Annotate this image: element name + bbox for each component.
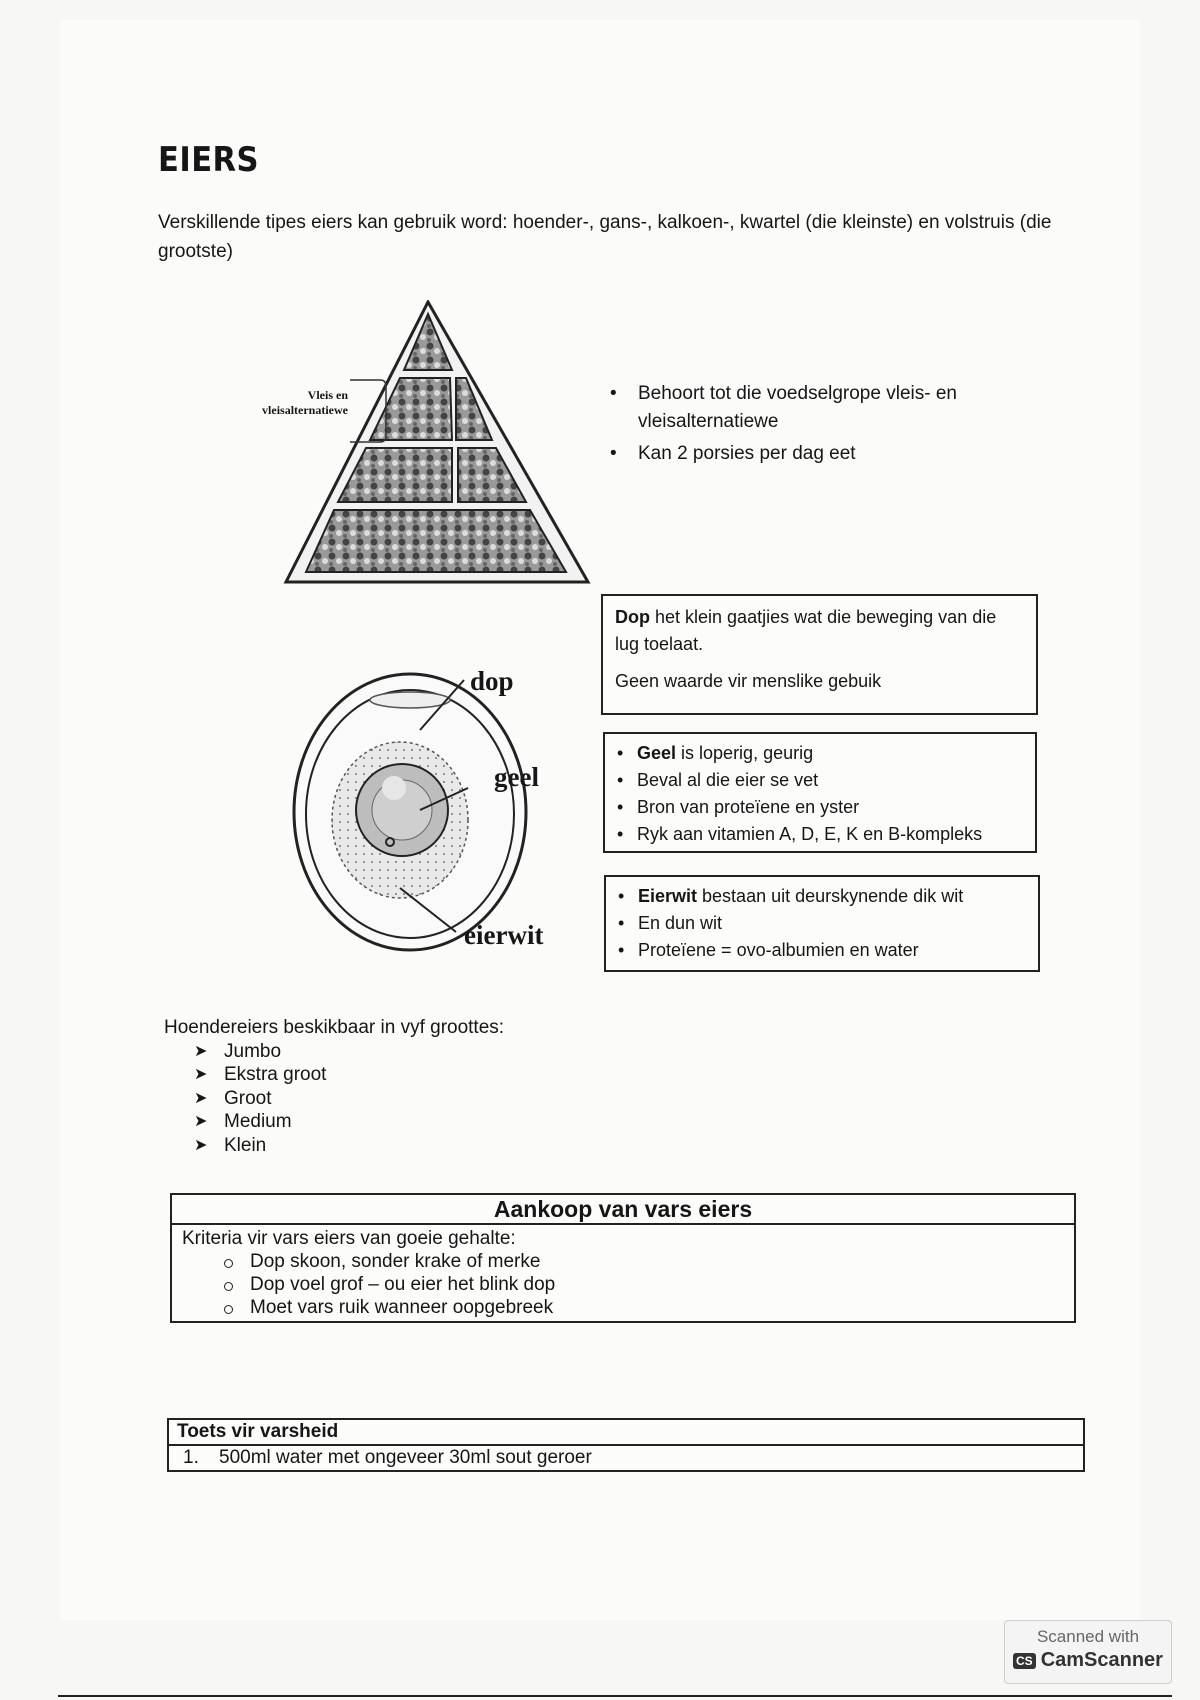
pyramid-label: Vleis en vleisalternatiewe — [262, 388, 348, 417]
freshness-step: 1. 500ml water met ongeveer 30ml sout geroer — [183, 1447, 592, 1468]
pyramid-bullets — [608, 380, 1028, 472]
camscanner-logo-icon: CS — [1013, 1653, 1036, 1669]
intro-paragraph: Verskillende tipes eiers kan gebruik word: hoender-, gans-, kalkoen-, kwartel (die kleinste) en volstruis (die grootste) — [158, 212, 1052, 262]
dop-box — [601, 594, 1038, 715]
eierwit-box — [604, 875, 1040, 972]
page-title: EIERS — [158, 140, 260, 180]
list-item: • Ryk aan vitamien A, D, E, K en B-kompleks — [615, 821, 1025, 848]
list-item: • Behoort tot die voedselgrope vleis- en vleisalternatiewe — [608, 380, 1028, 436]
list-item: • Geel is loperig, geurig — [615, 740, 1025, 767]
list-item: ➤ Klein — [194, 1134, 504, 1158]
food-pyramid — [230, 300, 600, 590]
list-item: ➤ Ekstra groot — [194, 1063, 504, 1087]
page-bottom-rule — [58, 1695, 1172, 1697]
sizes-intro: Hoendereiers beskikbaar in vyf groottes: — [164, 1017, 505, 1038]
list-item: ➤ Groot — [194, 1087, 504, 1111]
egg-diagram — [290, 660, 570, 960]
dop-description: Dop het klein gaatjies wat die beweging van die lug toelaat. — [615, 607, 997, 654]
list-item: • Beval al die eier se vet — [615, 767, 1025, 794]
purchase-title: Aankoop van vars eiers — [172, 1195, 1074, 1225]
label-geel: geel — [494, 762, 539, 792]
freshness-title: Toets vir varsheid — [169, 1420, 1083, 1446]
label-dop: dop — [470, 666, 514, 696]
dop-note: Geen waarde vir menslike gebuik — [615, 671, 882, 691]
list-item: • Kan 2 porsies per dag eet — [608, 440, 1028, 468]
list-item: Dop voel grof – ou eier het blink dop — [222, 1273, 1064, 1296]
freshness-table — [167, 1418, 1085, 1472]
list-item: ➤ Jumbo — [194, 1040, 504, 1064]
list-item: • Eierwit bestaan uit deurskynende dik wit — [616, 883, 1028, 910]
egg-sizes — [164, 1016, 504, 1157]
label-eierwit: eierwit — [464, 920, 544, 950]
purchase-intro: Kriteria vir vars eiers van goeie gehalte: — [182, 1228, 516, 1249]
camscanner-watermark: Scanned with CS CamScanner — [1004, 1620, 1172, 1684]
geel-box — [603, 732, 1037, 853]
list-item: Moet vars ruik wanneer oopgebreek — [222, 1296, 1064, 1319]
list-item: ➤ Medium — [194, 1110, 504, 1134]
list-item: • En dun wit — [616, 910, 1028, 937]
list-item: • Proteïene = ovo-albumien en water — [616, 937, 1028, 964]
purchase-table — [170, 1193, 1076, 1323]
list-item: • Bron van proteïene en yster — [615, 794, 1025, 821]
list-item: Dop skoon, sonder krake of merke — [222, 1250, 1064, 1273]
